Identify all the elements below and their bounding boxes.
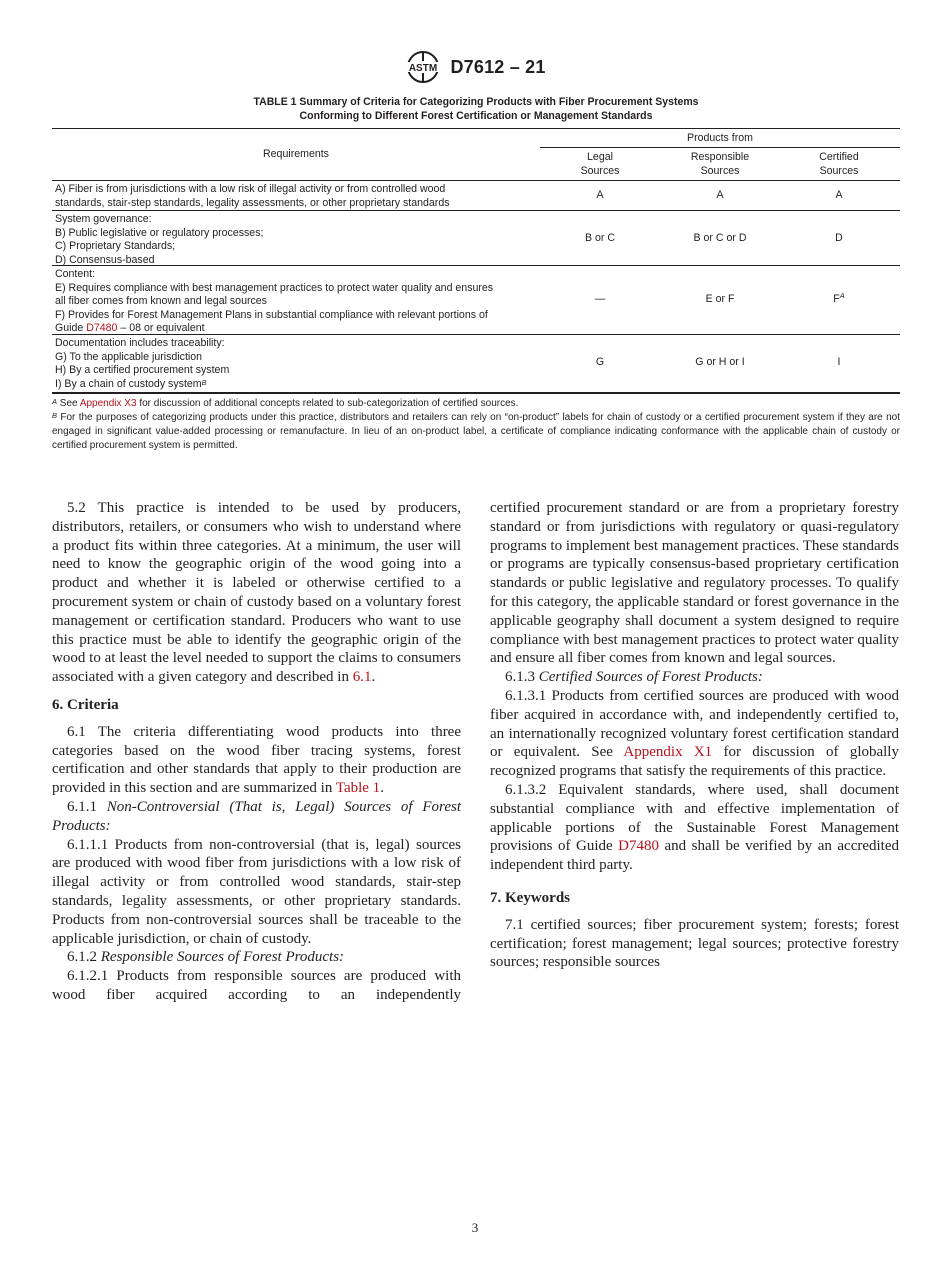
table-row (52, 181, 900, 211)
paragraph-6-1-2-1-start: 6.1.2.1 Products from responsible sources are produced with wood fiber acquired according to an independently (52, 968, 461, 1003)
certified-cell: F$^A$ (833, 291, 845, 305)
paragraph-6-1-3-1: 6.1.3.1 Products from certified sources are produced with wood fiber acquired in accordance with, and independently certified to, an internationally recognized voluntary forest certification standard or equivalent. See Appendix X1 for discussion of globally recognized programs that satisfy the requirements of this practice. (490, 687, 899, 780)
section-7-heading: 7. Keywords (490, 889, 570, 906)
table-caption-line2: Conforming to Different Forest Certification or Management Standards (299, 110, 653, 122)
requirement-cell: Content: E) Requires compliance with best management practices to protect water quality and ensures all fiber comes from known and legal sources F) Provides for Forest Management Plans in substantial compliance with relevant portions of Guide D7480 – 08 or equivalent (55, 268, 494, 335)
paragraph-6-1: 6.1 The criteria differentiating wood products into three categories based on the wood fiber tracing systems, forest certification and other standards that apply to their production are provided in this section and are summarized in Table 1. (52, 723, 461, 797)
table-row (52, 211, 900, 266)
paragraph-5-2: 5.2 This practice is intended to be used by producers, distributors, retailers, or consumers who wish to understand where a product fits within three categories. At a minimum, the user will need to know the geographic origin of the wood going into a product and whether it is labeled or otherwise certified to a procurement system or chain of custody based on a voluntary forest management or certification standard. Producers who want to use this practice must be able to identify the geographic origin of the wood to at least the level needed to support the claims to consumers associated with a given category and described in 6.1. (52, 500, 461, 686)
page-number: 3 (471, 1220, 479, 1235)
footnote-marker-b: B (201, 377, 207, 387)
header-responsible-sources: Responsible Sources (690, 151, 750, 177)
footnote-b: $^B$ For the purposes of categorizing products under this practice, distributors and retailers can rely on “on-product” labels for chain of custody or a certified procurement system if they are not engaged in significant value-added processing or remanufacture. In lieu of an on-product label, a certificate of compliance indicating conformance with the applicable chain of custody or certified procurement system is permitted. (52, 411, 900, 451)
header-requirements: Requirements (263, 148, 329, 160)
paragraph-6-1-1: 6.1.1 Non-Controversial (That is, Legal) Sources of Forest Products: (52, 798, 461, 834)
section-6-heading: 6. Criteria (52, 696, 119, 713)
certified-cell: I (837, 356, 841, 368)
requirement-cell: A) Fiber is from jurisdictions with a low risk of illegal activity or from controlled wood standards, stair-step standards, legality assessments, or other proprietary standards (55, 183, 450, 209)
responsible-cell: A (716, 189, 724, 201)
legal-cell: G (595, 356, 605, 368)
table-top-rule (52, 128, 900, 129)
responsible-cell: B or C or D (693, 232, 747, 244)
paragraph-6-1-3: 6.1.3 Certified Sources of Forest Products: (505, 669, 763, 686)
header-products-from: Products from (687, 132, 753, 144)
table-row (52, 266, 900, 335)
table-1-link[interactable]: Table 1 (335, 780, 381, 797)
left-column (52, 499, 461, 1005)
header-legal-sources: Legal Sources (580, 151, 620, 177)
table-caption (77, 95, 874, 123)
right-column (490, 499, 899, 972)
footnote-a: $^A$ See Appendix X3 for discussion of additional concepts related to sub-categorization of certified sources. (52, 397, 519, 409)
paragraph-6-1-2-1-continued: certified procurement standard or are from a proprietary forestry standard or from jurisdictions with regulatory or quasi-regulatory programs to implement best management practices. These standards or programs are typically consensus-based proprietary certification standards or public legislative and regulatory processes. To qualify for this category, the applicable standard or forest governance in the applicable geography shall document a system designed to require compliance with best management practices to protect water quality and ensure all fiber comes from known and legal sources. (490, 500, 899, 667)
requirement-cell: System governance: B) Public legislative or regulatory processes; C) Proprietary Standards; D) Consensus-based (55, 213, 264, 266)
document-id: D7612 – 21 (450, 56, 546, 77)
paragraph-6-1-3-2: 6.1.3.2 Equivalent standards, where used, shall document substantial compliance with and effective implementation of applicable portions of the Sustainable Forest Management provisions of Guide D7480 and shall be verified by an accredited independent third party. (490, 781, 899, 874)
requirement-cell: Documentation includes traceability: G) To the applicable jurisdiction H) By a certified procurement system I) By a chain of custody system$^B$ (55, 337, 230, 390)
appendix-x3-link[interactable]: Appendix X3 (79, 398, 137, 409)
header-certified-sources: Certified Sources (819, 151, 859, 177)
section-6-1-link[interactable]: 6.1 (352, 669, 372, 686)
table-caption-line1: TABLE 1 Summary of Criteria for Categorizing Products with Fiber Procurement Systems (253, 96, 699, 108)
paragraph-6-1-1-1: 6.1.1.1 Products from non-controversial (that is, legal) sources are produced with wood fiber from jurisdictions with a low risk of illegal activity or from controlled wood standards, stair-step standards, legality assessments, or other proprietary standards. Products from non-controversial sources shall be traceable to the applicable jurisdiction, or chain of custody. (52, 836, 461, 947)
footnote-marker-a: A (839, 291, 845, 300)
d7480-guide-link[interactable]: D7480 (618, 838, 659, 855)
certified-cell: A (835, 189, 843, 201)
responsible-cell: G or H or I (695, 356, 745, 368)
d7480-link[interactable]: D7480 (86, 322, 118, 335)
appendix-x1-link[interactable]: Appendix X1 (623, 744, 713, 761)
legal-cell: B or C (584, 232, 616, 244)
svg-text:ASTM: ASTM (409, 63, 438, 74)
legal-cell: A (596, 189, 604, 201)
products-from-rule (540, 147, 900, 148)
page-header (0, 50, 950, 84)
paragraph-6-1-2: 6.1.2 Responsible Sources of Forest Products: (67, 949, 345, 966)
paragraph-7-1: 7.1 certified sources; fiber procurement system; forests; forest certification; forest management; legal sources; protective forestry sources; responsible sources (490, 916, 899, 971)
responsible-cell: E or F (705, 293, 735, 305)
table-row (52, 335, 900, 394)
legal-cell: — (594, 293, 606, 305)
astm-logo-icon (404, 50, 442, 84)
certified-cell: D (835, 232, 843, 244)
table-footnotes (52, 397, 900, 453)
